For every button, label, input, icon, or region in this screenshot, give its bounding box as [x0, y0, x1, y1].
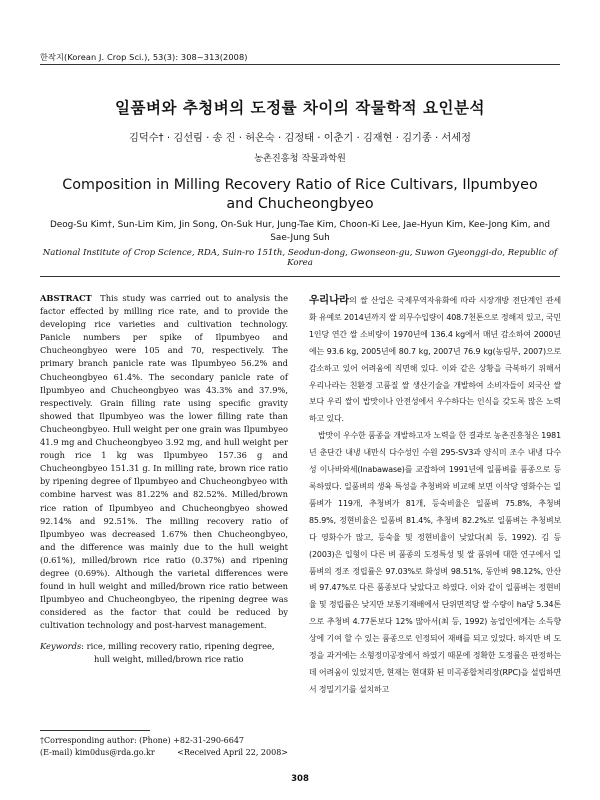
footnote-rule: [40, 730, 150, 731]
section-rule: [40, 276, 560, 277]
korean-affiliation: 농촌진흥청 작물과학원: [254, 153, 346, 164]
journal-reference: 한작지(Korean J. Crop Sci.), 53(3): 308~313(2008): [40, 52, 248, 62]
body-paragraph-2: 밥맛이 우수한 품종을 개발하고자 노력을 한 결과로 농촌진흥청은 1981년 춘단간 내냉 내만식 다수성인 수원 295-SV3과 양식미 조수 내냉 다수성 이나바와세(Inabawase)를 교잡하여 1991년에 일품벼를 품종으로 등록하였다. 일품벼의 생육 특성을 추청벼와 비교해 보면 이삭당 영화수는 일품벼가 119개, 추청벼가 81개, 등숙비율은 일품벼 75.8%, 추청벼 85.9%, 정현비율은 일품벼 81.4%, 추청벼 82.2%로 일품벼는 추청벼보다 영화수가 많고, 등숙율 및 정현비율이 낮았다(최 등, 1992). 김 등(2003)은 입형이 다른 벼 품종의 도정특성 및 쌀 품위에 대한 연구에서 일품벼의 정조 정립률은 97.03%로 화성벼 98.51%, 동안벼 98.12%, 안산벼 97.47%로 다른 품종보다 낮았다고 하였다. 이와 같이 일품벼는 정현비율 및 정립률은 낮지만 보통기재배에서 단위면적당 쌀 수량이 ha당 5.34톤으로 추청벼 4.77톤보다 12% 많아서(최 등, 1992) 농업인에게는 소득향상에 기여 할 수 있는 품종으로 인정되어 재배를 되고 있었다. 하지만 벼 도정을 과거에는 소형정미공장에서 하였기 때문에 정확한 도정률은 판정하는데 어려움이 있었지만, 현재는 현대화 된 미곡종합처리장(RPC)을 설립하면서 정밀기기를 설치하고: [309, 431, 561, 694]
left-column: [40, 292, 288, 666]
keywords: [40, 640, 288, 666]
korean-body: [309, 292, 561, 699]
lead-word: 우리나라: [309, 294, 350, 306]
english-authors: Deog-Su Kim†, Sun-Lim Kim, Jin Song, On-Suk Hur, Jung-Tae Kim, Choon-Ki Lee, Jae-Hyun Kim, Kee-Jong Kim, and Sae-Jung Suh: [49, 220, 551, 243]
body-paragraph-1: [309, 292, 561, 428]
header-rule: [40, 64, 560, 65]
body-paragraph-1-text: 의 쌀 산업은 국제무역자유화에 따라 시장개방 전단계인 관세화 유예로 2014년까지 쌀 의무수입량이 408.7천톤으로 정해져 있고, 국민 1인당 연간 쌀 소비량이 1970년에 136.4 kg에서 매년 감소하여 2000년에는 93.6 kg, 2005년에 80.7 kg, 2007년 76.9 kg(농림부, 2007)으로 감소하고 있어 어려움에 직면해 있다. 이와 같은 상황을 극복하기 위해서 우리나라는 친환경 고품질 쌀 생산기술을 개발하여 소비자들이 외국산 쌀보다 우리 쌀이 밥맛이나 안전성에서 우수하다는 인식을 갖도록 많은 노력 하고 있다.: [309, 296, 561, 424]
abstract: [40, 292, 288, 632]
keywords-text: : rice, milling recovery ratio, ripening degree, hull weight, milled/brown rice ratio: [81, 641, 275, 665]
abstract-text: This study was carried out to analysis the factor effected by milling rice rate, and to provide the developing rice varieties and cultivation technology. Panicle numbers per spike of Ilpumbyeo and Chucheongbyeo were 105 and 70, respectively. The primary branch panicle rate was Ilpumbyeo 56.2% and Chucheongbyeo 61.4%. The secondary panicle rate of Ilpumbyeo and Chucheongbyeo was 43.3% and 37.9%, respectively. Grain filling rate using specific gravity showed that Ilpumbyeo was the lower filling rate than Chucheongbyeo. Hull weight per one grain was Ilpumbyeo 41.9 mg and Chucheongbyeo 3.92 mg, and hull weight per rough rice 1 kg was Ilpumbyeo 157.36 g and Chucheongbyeo 151.31 g. In milling rate, brown rice ratio by ripening degree of Ilpumbyeo and Chucheongbyeo with combine harvest was 81.22% and 82.52%. Milled/brown rice ration of Ilpumbyeo and Chucheongbyeo showed 92.14% and 92.51%. The milling recovery ratio of Ilpumbyeo was decreased 1.67% then Chucheongbyeo, and the difference was mainly due to the hull weight (0.61%), milled/brown rice ratio (0.37%) and ripening degree (0.69%). Although the varietal differences were found in hull weight and milled/brown rice ratio between Ilpumbyeo and Chucheongbyeo, the ripening degree was considered as the factor that could be reduced by cultivation technology and post-harvest management.: [40, 293, 288, 631]
page-number: 308: [291, 774, 309, 784]
received-date: <Received April 22, 2008>: [177, 748, 288, 757]
english-affiliation: National Institute of Crop Science, RDA, Suin-ro 151th, Seodun-dong, Gwonseon-gu, Suwon Gyeonggi-do, Republic of Korea: [42, 248, 558, 268]
english-title: Composition in Milling Recovery Ratio of Rice Cultivars, Ilpumbyeo and Chucheongbyeo: [62, 177, 538, 212]
korean-title: 일품벼와 추청벼의 도정률 차이의 작물학적 요인분석: [115, 99, 485, 117]
korean-authors: 김덕수† · 김선림 · 송 진 · 허온숙 · 김정태 · 이춘기 · 김재현 · 김기종 · 서세정: [129, 133, 471, 144]
footnote-row: [40, 747, 288, 759]
author-email: (E-mail) kim0dus@rda.go.kr: [40, 748, 155, 757]
footnote: [40, 735, 288, 759]
keywords-label: Keywords: [40, 641, 82, 652]
corresponding-author: †Corresponding author: (Phone) +82-31-290-6647: [40, 736, 245, 745]
abstract-label: ABSTRACT: [40, 293, 92, 303]
right-column: [309, 292, 561, 699]
